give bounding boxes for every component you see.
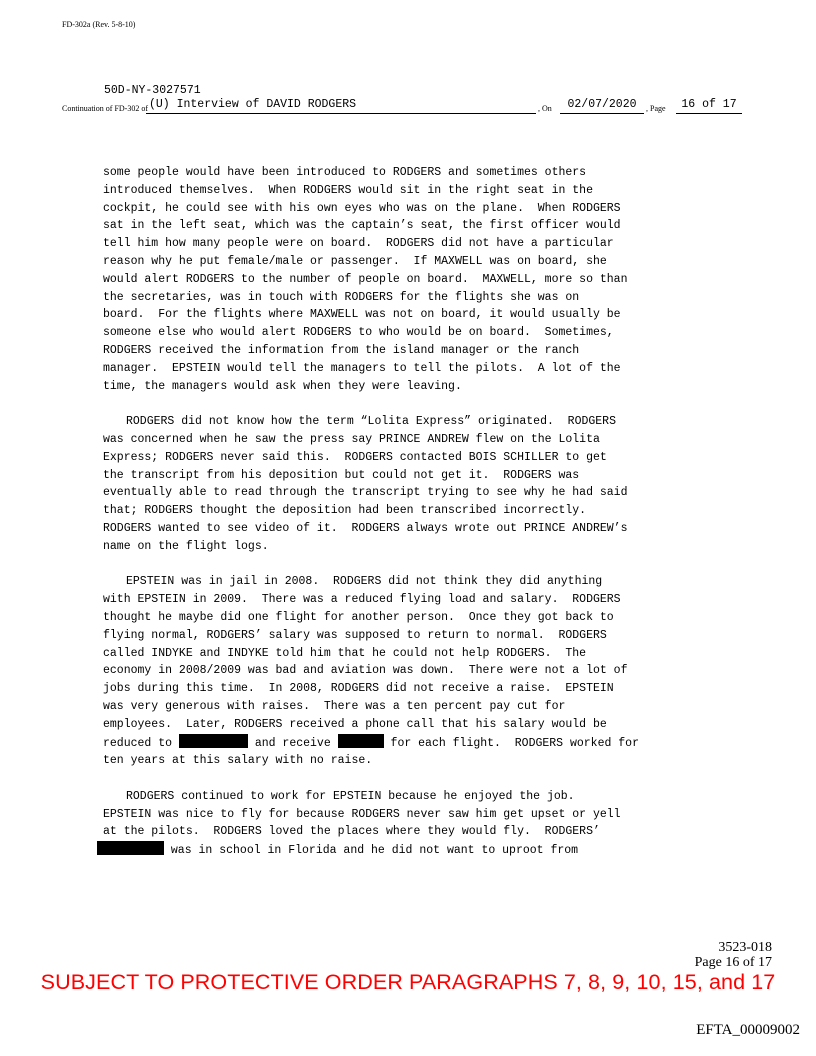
paragraph-3 xyxy=(103,573,693,770)
text-segment: reduced to xyxy=(103,736,179,750)
continuation-label: Continuation of FD-302 of xyxy=(62,104,148,113)
text-line: at the pilots. RODGERS loved the places where they would fly. RODGERS’ xyxy=(103,825,600,839)
text-line xyxy=(103,734,693,753)
footer-doc-code: 3523-018 xyxy=(718,940,772,955)
text-line: cockpit, he could see with his own eyes who was on the plane. When RODGERS xyxy=(103,201,621,215)
text-line: EPSTEIN was nice to fly for because RODGERS never saw him get upset or yell xyxy=(103,807,621,821)
body-text xyxy=(103,164,693,878)
redaction-box xyxy=(338,734,384,748)
text-line: the secretaries, was in touch with RODGERS for the flights she was on xyxy=(103,290,580,304)
text-line: RODGERS received the information from the island manager or the ranch xyxy=(103,343,580,357)
text-line: with EPSTEIN in 2009. There was a reduced flying load and salary. RODGERS xyxy=(103,593,621,607)
text-line: would alert RODGERS to the number of people on board. MAXWELL, more so than xyxy=(103,272,628,286)
text-line: was very generous with raises. There was a ten percent pay cut for xyxy=(103,699,566,713)
case-number: 50D-NY-3027571 xyxy=(104,84,201,97)
text-line: employees. Later, RODGERS received a phone call that his salary would be xyxy=(103,717,607,731)
protective-order-banner: SUBJECT TO PROTECTIVE ORDER PARAGRAPHS 7, 8, 9, 10, 15, and 17 xyxy=(40,970,776,994)
text-line: economy in 2008/2009 was bad and aviation was down. There were not a lot of xyxy=(103,664,628,678)
text-line: some people would have been introduced to RODGERS and sometimes others xyxy=(103,166,587,179)
footer-page-number: Page 16 of 17 xyxy=(694,955,772,970)
on-label: , On xyxy=(538,104,552,113)
text-line: flying normal, RODGERS’ salary was supposed to return to normal. RODGERS xyxy=(103,628,607,642)
paragraph-4 xyxy=(103,788,693,860)
text-segment: and receive xyxy=(247,736,338,750)
text-line: time, the managers would ask when they were leaving. xyxy=(103,379,462,393)
text-segment: was in school in Florida and he did not want to uproot from xyxy=(164,844,579,858)
page-field: 16 of 17 xyxy=(676,96,742,114)
text-segment: for each flight. RODGERS worked for xyxy=(383,736,639,750)
text-line: was concerned when he saw the press say PRINCE ANDREW flew on the Lolita xyxy=(103,432,600,446)
text-line: jobs during this time. In 2008, RODGERS did not receive a raise. EPSTEIN xyxy=(103,682,614,696)
text-line: RODGERS continued to work for EPSTEIN because he enjoyed the job. xyxy=(126,789,575,803)
text-line: board. For the flights where MAXWELL was not on board, it would usually be xyxy=(103,308,621,322)
redaction-box xyxy=(97,841,164,855)
footer-code xyxy=(695,940,772,970)
continuation-row xyxy=(62,96,737,118)
subject-field xyxy=(146,96,536,114)
text-line: RODGERS wanted to see video of it. RODGERS always wrote out PRINCE ANDREW’s xyxy=(103,521,628,535)
paragraph-1 xyxy=(103,164,693,395)
text-line: someone else who would alert RODGERS to who would be on board. Sometimes, xyxy=(103,326,614,340)
text-line: name on the flight logs. xyxy=(103,539,269,553)
text-line: RODGERS did not know how the term “Lolita Express” originated. RODGERS xyxy=(126,415,616,429)
text-line: ten years at this salary with no raise. xyxy=(103,754,373,768)
text-line: called INDYKE and INDYKE told him that he could not help RODGERS. The xyxy=(103,646,587,660)
text-line: Express; RODGERS never said this. RODGERS contacted BOIS SCHILLER to get xyxy=(103,450,607,464)
text-line: EPSTEIN was in jail in 2008. RODGERS did not think they did anything xyxy=(126,575,603,589)
page-label: , Page xyxy=(646,104,666,113)
text-line: that; RODGERS thought the deposition had been transcribed incorrectly. xyxy=(103,504,587,518)
subject-text: (U) Interview of DAVID RODGERS xyxy=(149,98,357,111)
date-field: 02/07/2020 xyxy=(560,96,644,114)
text-line: eventually able to read through the transcript trying to see why he had said xyxy=(103,486,628,500)
redaction-box xyxy=(179,734,248,748)
text-line: the transcript from his deposition but could not get it. RODGERS was xyxy=(103,468,580,482)
text-line xyxy=(97,841,693,860)
form-id: FD-302a (Rev. 5-8-10) xyxy=(62,20,136,29)
text-line: thought he maybe did one flight for another person. Once they got back to xyxy=(103,610,614,624)
text-line: manager. EPSTEIN would tell the managers to tell the pilots. A lot of the xyxy=(103,361,621,375)
text-line: sat in the left seat, which was the captain’s seat, the first officer would xyxy=(103,219,621,233)
efta-number: EFTA_00009002 xyxy=(696,1022,800,1038)
text-line: introduced themselves. When RODGERS would sit in the right seat in the xyxy=(103,183,593,197)
text-line: tell him how many people were on board. RODGERS did not have a particular xyxy=(103,237,614,251)
text-line: reason why he put female/male or passenger. If MAXWELL was on board, she xyxy=(103,254,607,268)
paragraph-2 xyxy=(103,413,693,555)
